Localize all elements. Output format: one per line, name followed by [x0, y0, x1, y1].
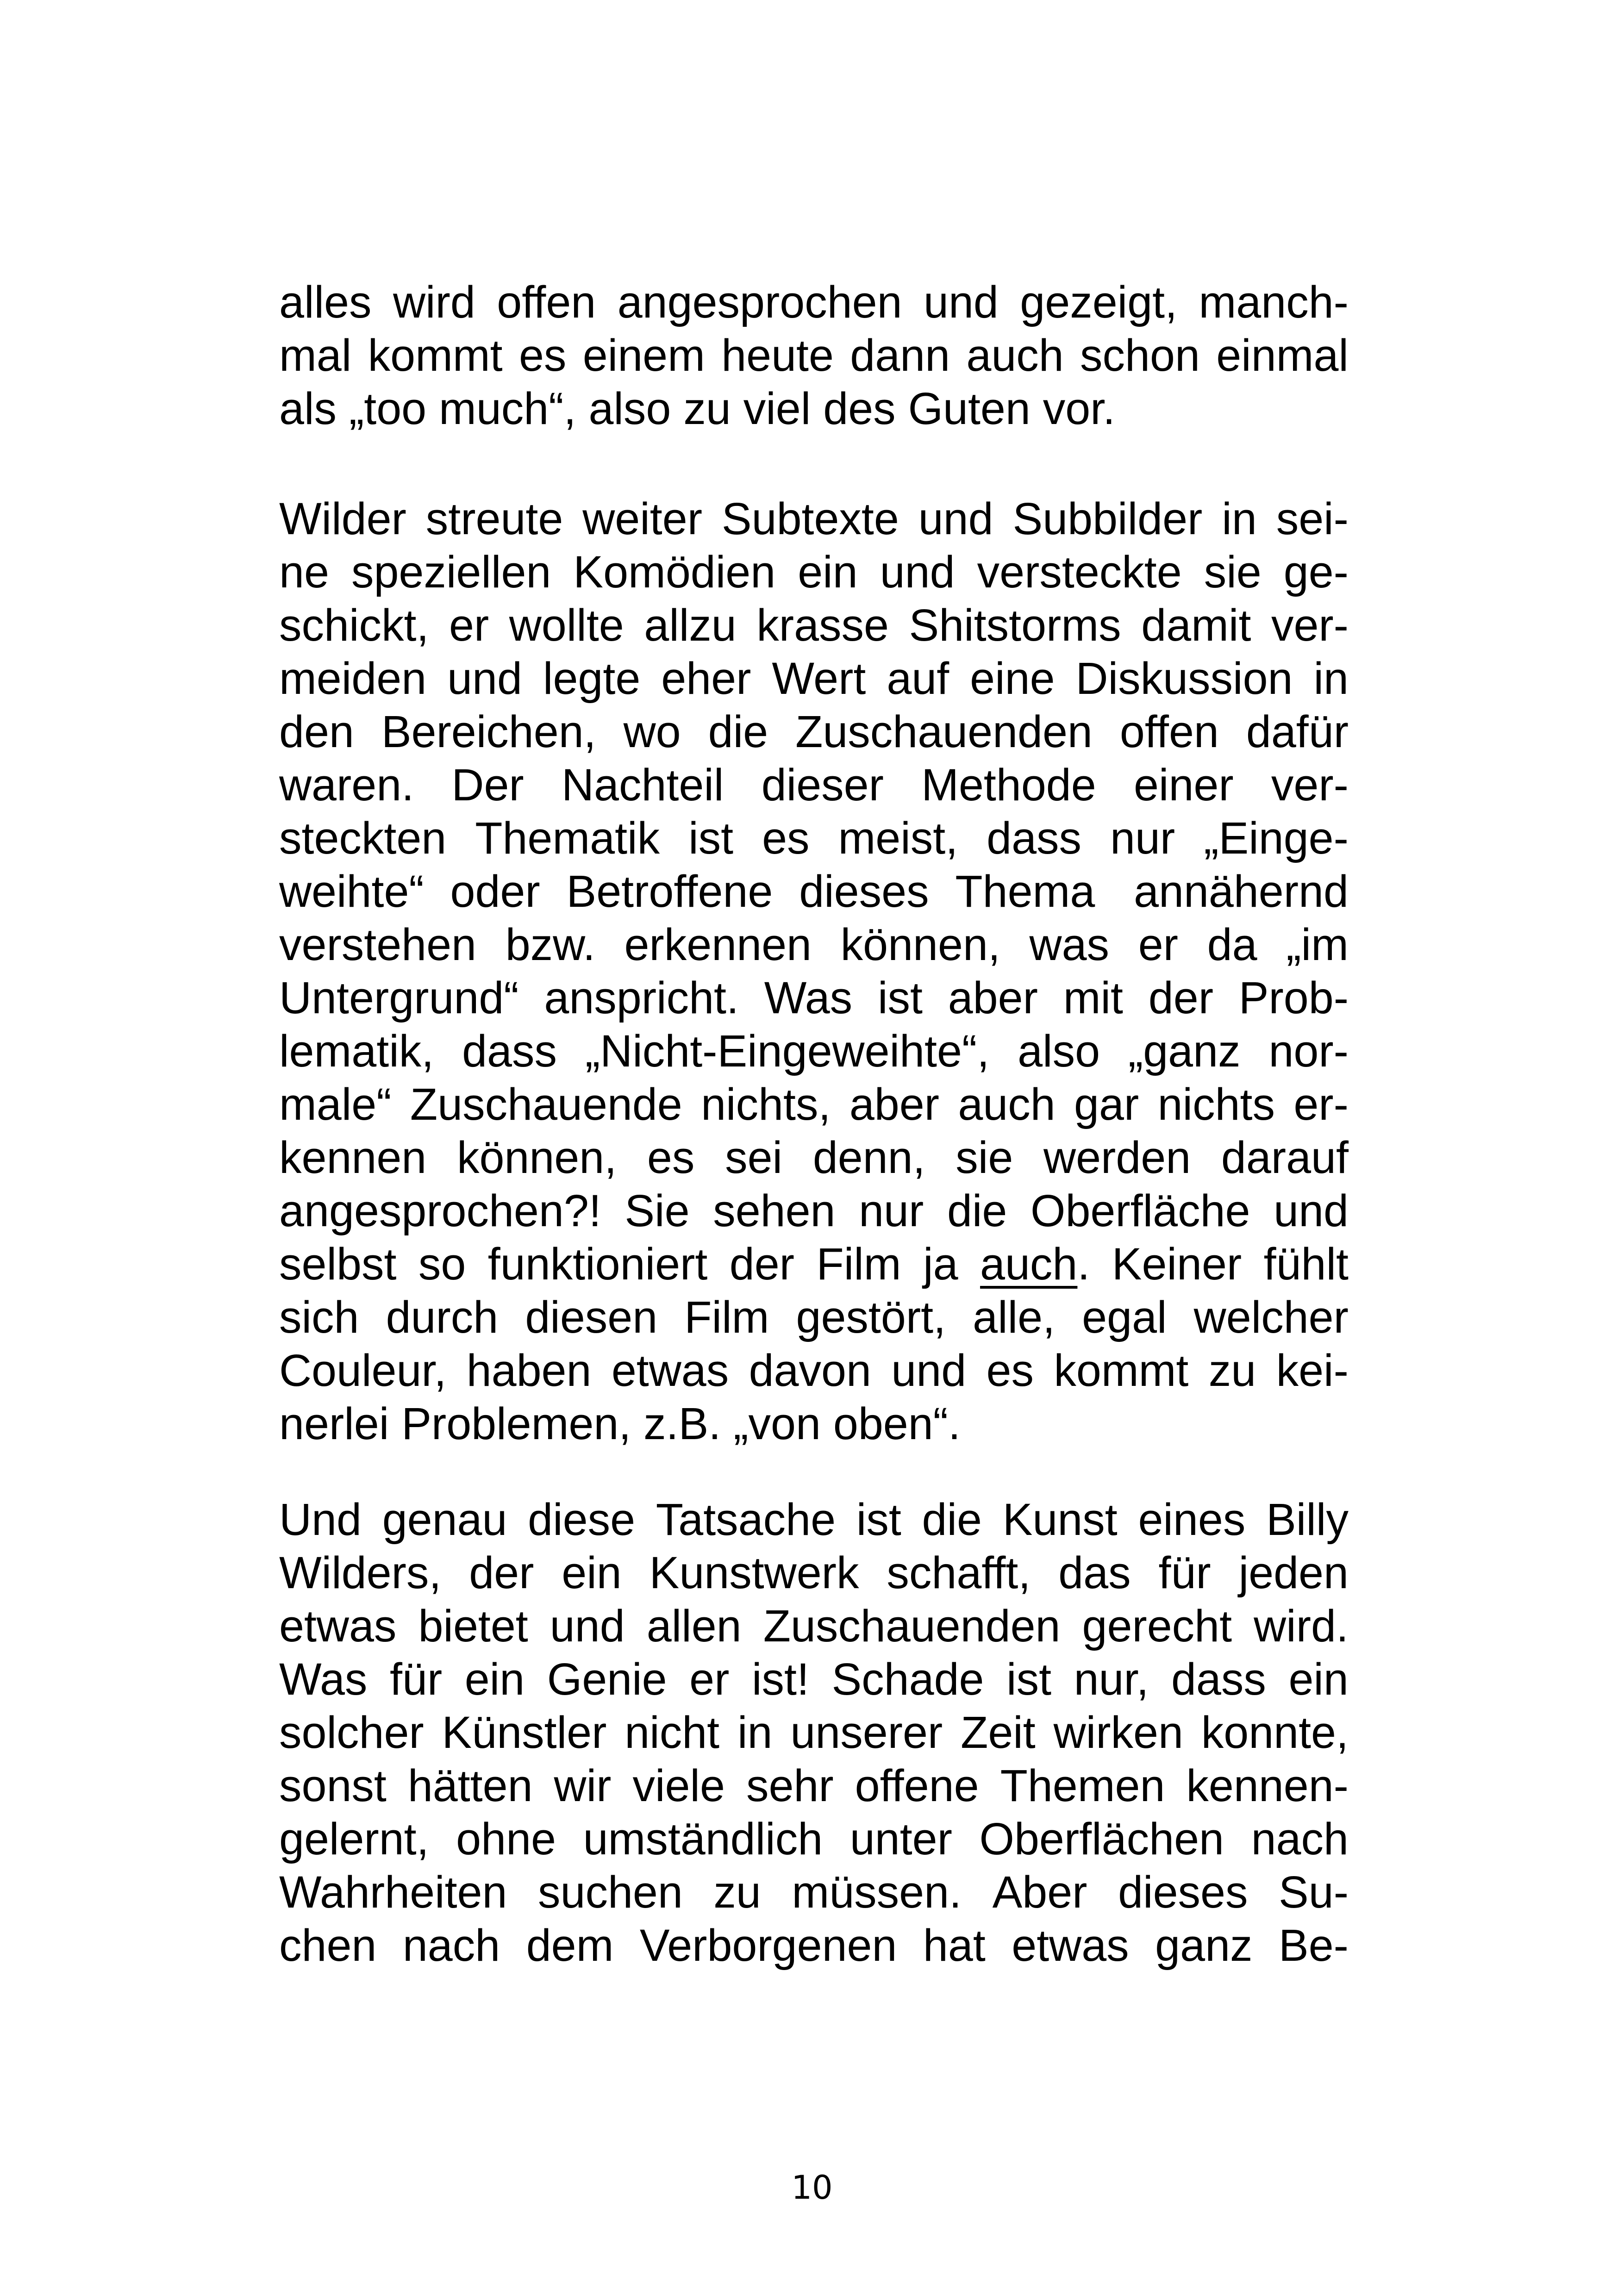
text-line: etwas bietet und allen Zuschauenden gerecht wird.	[279, 1601, 1349, 1651]
text-line: chen nach dem Verborgenen hat etwas ganz Be-	[279, 1920, 1349, 1971]
page-number: 10	[791, 2169, 833, 2207]
text-line: weihte“ oder Betroffene dieses Thema annähernd	[279, 866, 1349, 917]
paragraph-3	[279, 1493, 1349, 1972]
text-line: Wahrheiten suchen zu müssen. Aber dieses Su-	[279, 1867, 1349, 1917]
text-line: den Bereichen, wo die Zuschauenden offen dafür	[279, 706, 1349, 757]
text-line: lematik, dass „Nicht-Eingeweihte“, also „ganz nor-	[279, 1026, 1349, 1076]
text-line: angesprochen?! Sie sehen nur die Oberfläche und	[279, 1185, 1349, 1236]
text-line: meiden und legte eher Wert auf eine Diskussion in	[279, 653, 1349, 704]
text-line: ne speziellen Komödien ein und versteckte sie ge-	[279, 547, 1349, 597]
text-line: selbst so funktioniert der Film ja auch. Keiner fühlt	[279, 1239, 1349, 1289]
text-line: Und genau diese Tatsache ist die Kunst eines Billy	[279, 1494, 1349, 1545]
text-line: alles wird offen angesprochen und gezeigt, manch-	[279, 277, 1349, 327]
text-line: solcher Künstler nicht in unserer Zeit wirken konnte,	[279, 1707, 1349, 1758]
text-line: Untergrund“ anspricht. Was ist aber mit der Prob-	[279, 973, 1349, 1023]
text-line: sich durch diesen Film gestört, alle, egal welcher	[279, 1292, 1349, 1342]
text-line: steckten Thematik ist es meist, dass nur „Einge-	[279, 813, 1349, 863]
underlined-word: auch	[980, 1239, 1078, 1289]
text-line: male“ Zuschauende nichts, aber auch gar nichts er-	[279, 1079, 1349, 1129]
text-line: schickt, er wollte allzu krasse Shitstorms damit ver-	[279, 600, 1349, 650]
paragraph-2	[279, 492, 1349, 1450]
text-line: gelernt, ohne umständlich unter Oberflächen nach	[279, 1814, 1349, 1864]
text-line: Was für ein Genie er ist! Schade ist nur, dass ein	[279, 1654, 1349, 1704]
text-line: Wilder streute weiter Subtexte und Subbilder in sei-	[279, 493, 1349, 544]
text-line: verstehen bzw. erkennen können, was er da „im	[279, 919, 1349, 970]
text-line: Wilders, der ein Kunstwerk schafft, das für jeden	[279, 1547, 1349, 1598]
text-line: waren. Der Nachteil dieser Methode einer ver-	[279, 760, 1349, 810]
text-line: Couleur, haben etwas davon und es kommt zu kei-	[279, 1345, 1349, 1396]
text-line: nerlei Problemen, z.B. „von oben“.	[279, 1398, 961, 1449]
text-line: als „too much“, also zu viel des Guten vor.	[279, 383, 1116, 434]
text-line: mal kommt es einem heute dann auch schon einmal	[279, 330, 1349, 380]
text-line: kennen können, es sei denn, sie werden darauf	[279, 1132, 1349, 1183]
text-line: sonst hätten wir viele sehr offene Themen kennen-	[279, 1760, 1349, 1811]
paragraph-1	[279, 275, 1349, 435]
